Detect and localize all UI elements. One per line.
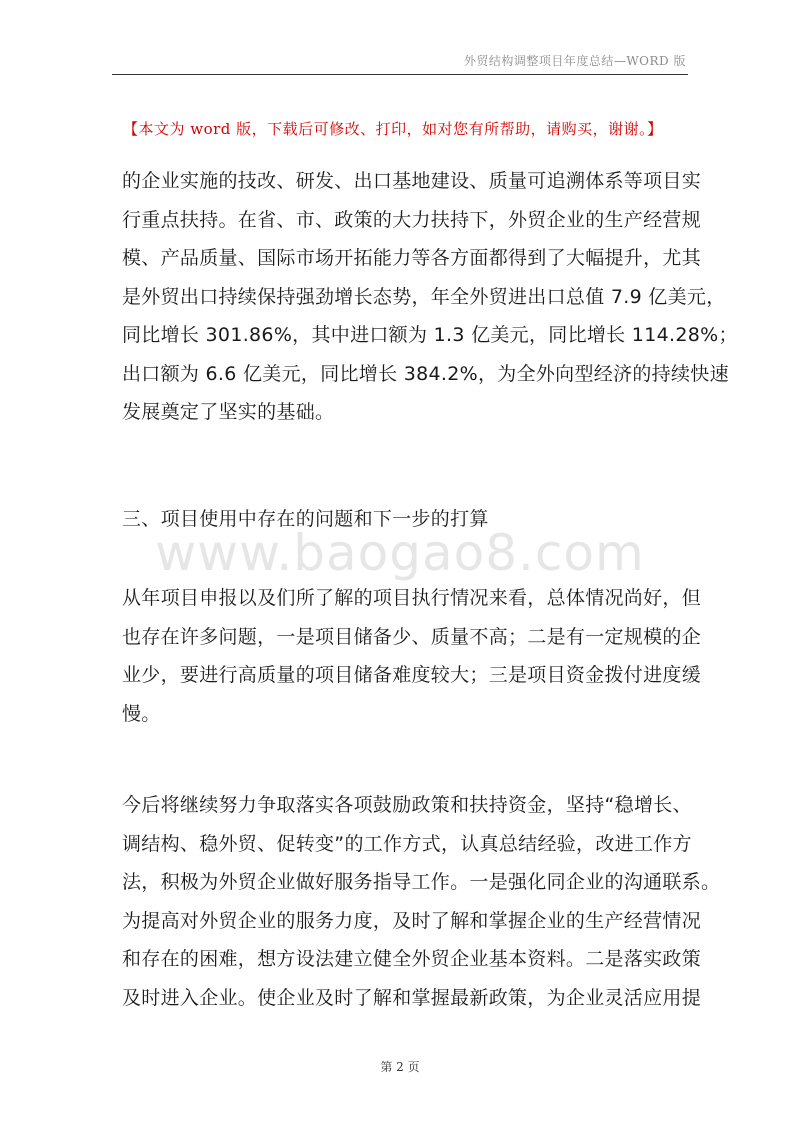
paragraph-line: 为提高对外贸企业的服务力度，及时了解和掌握企业的生产经营情况 — [122, 909, 702, 932]
paragraph-line: 法，积极为外贸企业做好服务指导工作。一是强化同企业的沟通联系。 — [122, 871, 721, 893]
paragraph-line: 调结构、稳外贸、促转变”的工作方式，认真总结经验，改进工作方 — [122, 832, 692, 855]
paragraph-line: 模、产品质量、国际市场开拓能力等各方面都得到了大幅提升，尤其 — [122, 247, 702, 269]
paragraph-line: 同比增长 301.86%，其中进口额为 1.3 亿美元，同比增长 114.28%； — [122, 324, 738, 346]
body-paragraph-2 — [122, 579, 702, 733]
paragraph-line: 的企业实施的技改、研发、出口基地建设、质量可追溯体系等项目实 — [122, 170, 702, 192]
paragraph-line: 出口额为 6.6 亿美元，同比增长 384.2%，为全外向型经济的持续快速 — [122, 362, 729, 385]
paragraph-line: 和存在的困难，想方设法建立健全外贸企业基本资料。二是落实政策 — [122, 948, 702, 970]
paragraph-line: 及时进入企业。使企业及时了解和掌握最新政策，为企业灵活应用提 — [122, 986, 702, 1009]
download-notice: 【本文为 word 版，下载后可修改、打印，如对您有所帮助，请购买，谢谢。】 — [123, 120, 663, 138]
section-heading: 三、项目使用中存在的问题和下一步的打算 — [122, 508, 489, 530]
paragraph-line: 也存在许多问题，一是项目储备少、质量不高；二是有一定规模的企 — [122, 625, 702, 648]
paragraph-line: 今后将继续努力争取落实各项鼓励政策和扶持资金，坚持“稳增长、 — [122, 794, 692, 816]
page-number: 第 2 页 — [380, 1060, 420, 1074]
site-watermark: www.baogao8.com — [155, 524, 645, 582]
paragraph-line: 从年项目申报以及们所了解的项目执行情况来看，总体情况尚好，但 — [122, 587, 702, 609]
body-paragraph-3 — [122, 786, 721, 1017]
header-divider — [112, 74, 688, 75]
paragraph-line: 行重点扶持。在省、市、政策的大力扶持下，外贸企业的生产经营规 — [122, 208, 702, 231]
body-paragraph-1 — [122, 162, 738, 432]
paragraph-line: 是外贸出口持续保持强劲增长态势，年全外贸进出口总值 7.9 亿美元， — [122, 285, 726, 308]
paragraph-line: 慢。 — [122, 702, 161, 725]
paragraph-line: 发展奠定了坚实的基础。 — [122, 401, 335, 423]
document-header-title: 外贸结构调整项目年度总结—WORD 版 — [463, 54, 686, 68]
paragraph-line: 业少，要进行高质量的项目储备难度较大；三是项目资金拨付进度缓 — [122, 664, 702, 686]
